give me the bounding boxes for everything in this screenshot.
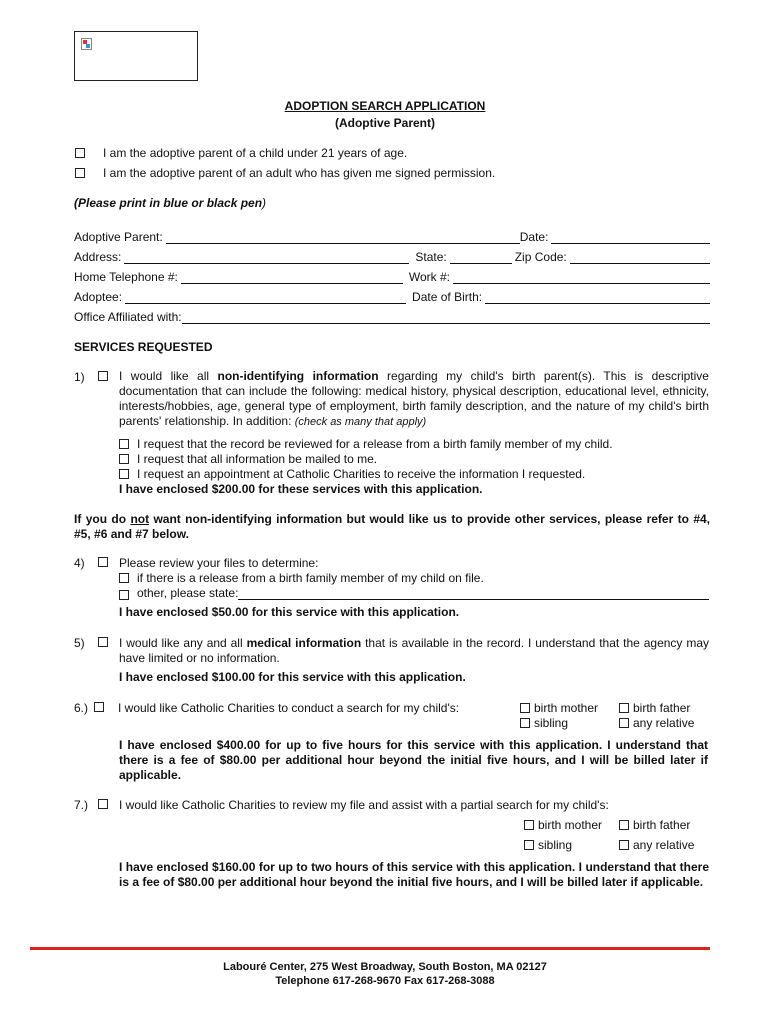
service6-birth-mother-checkbox[interactable] <box>520 703 530 713</box>
service6-option-sibling <box>520 716 568 730</box>
service1-text-bold: non-identifying information <box>217 369 379 383</box>
service6-num-label: 6.) <box>74 701 89 715</box>
service7-sibling-label: sibling <box>538 838 573 852</box>
service1-check-note: (check as many that apply) <box>294 416 427 428</box>
service7-any-relative-label: any relative <box>633 838 695 852</box>
refer-a: If you do <box>74 512 131 526</box>
service6-sibling-label: sibling <box>534 716 569 730</box>
page-subtitle: (Adoptive Parent) <box>334 116 435 130</box>
service6-num <box>74 701 88 715</box>
service7-option-birth-mother <box>524 818 602 832</box>
work-label: Work #: <box>408 270 450 284</box>
field-row-office <box>74 310 710 324</box>
service6-checkbox[interactable] <box>94 702 104 712</box>
service1-option-2-checkbox[interactable] <box>119 454 129 464</box>
eligibility-label-2: I am the adoptive parent of an adult who has given me signed permission. <box>103 166 496 180</box>
service1-option-1-checkbox[interactable] <box>119 439 129 449</box>
service7-option-birth-father <box>619 818 690 832</box>
service5-text-a: I would like any and all <box>119 636 247 650</box>
service1-text <box>119 369 709 430</box>
field-row-address <box>74 250 710 264</box>
service7-enclosed: I have enclosed $160.00 for up to two hours of this service with this application. I understand that there is a fee of $80.00 per additional hour beyond the initial five hours, and I will be billed later if applicable. <box>119 860 709 889</box>
service7-checkbox[interactable] <box>98 799 108 809</box>
service4-other-input[interactable] <box>238 587 709 600</box>
services-heading: SERVICES REQUESTED <box>74 340 213 354</box>
eligibility-checkbox-2[interactable] <box>75 168 85 178</box>
state-input[interactable] <box>450 251 512 264</box>
service7-num: 7.) <box>74 798 89 812</box>
home-phone-input[interactable] <box>181 271 403 284</box>
service1-option-3-checkbox[interactable] <box>119 469 129 479</box>
service6-sibling-checkbox[interactable] <box>520 718 530 728</box>
service7-text: I would like Catholic Charities to review my file and assist with a partial search for my child's: <box>119 798 609 812</box>
print-note-text: (Please print in blue or black pen <box>74 196 263 210</box>
state-label: State: <box>415 250 447 264</box>
refer-b: want non-identifying information but would like us to provide other services, please refer to #4, #5, #6 and #7 below. <box>74 512 711 541</box>
service6-any-relative-label: any relative <box>633 716 695 730</box>
page-title: ADOPTION SEARCH APPLICATION <box>284 99 486 113</box>
service5-text-b: that is available in the record. I understand that the agency may have limited or no information. <box>119 636 709 665</box>
service1-enclosed: I have enclosed $200.00 for these services with this application. <box>119 482 483 496</box>
service4-num: 4) <box>74 556 85 570</box>
refer-not: not <box>130 512 150 526</box>
adoptee-label: Adoptee: <box>74 290 123 304</box>
service4-option-1-checkbox[interactable] <box>119 573 129 583</box>
adoptee-input[interactable] <box>125 291 406 304</box>
print-note-end: ) <box>262 196 267 210</box>
service7-any-relative-checkbox[interactable] <box>619 840 629 850</box>
logo-box <box>74 31 198 81</box>
service1-option-1-label: I request that the record be reviewed for a release from a birth family member of my child. <box>137 437 613 451</box>
date-input[interactable] <box>551 231 710 244</box>
print-note <box>74 196 266 210</box>
adoptive-parent-label: Adoptive Parent: <box>74 230 163 244</box>
address-label: Address: <box>74 250 122 264</box>
service7-birth-father-checkbox[interactable] <box>619 820 629 830</box>
service4-option-2-checkbox[interactable] <box>119 590 129 600</box>
service4-option-2-label: other, please state: <box>137 586 239 600</box>
service6-enclosed: I have enclosed $400.00 for up to five hours for this service with this application. I understand that there is a fee of $80.00 per additional hour beyond the initial five hours, and I will be billed later if applicable. <box>119 738 708 782</box>
service6-option-birth-father <box>619 701 690 715</box>
service4-text: Please review your files to determine: <box>119 556 319 570</box>
service5-num: 5) <box>74 636 85 650</box>
office-input[interactable] <box>182 311 710 324</box>
service7-birth-mother-label: birth mother <box>538 818 603 832</box>
field-row-phone <box>74 270 710 284</box>
service1-option-1 <box>119 437 613 451</box>
service6-birth-father-label: birth father <box>633 701 691 715</box>
service1-option-3-label: I request an appointment at Catholic Charities to receive the information I requested. <box>137 467 586 481</box>
service1-num: 1) <box>74 370 85 384</box>
footer-phone: Telephone 617-268-9670 Fax 617-268-3088 <box>275 975 495 987</box>
service5-checkbox[interactable] <box>98 637 108 647</box>
eligibility-checkbox-1[interactable] <box>75 148 85 158</box>
service5-text-bold: medical information <box>246 636 362 650</box>
service5-text <box>119 636 709 666</box>
service7-birth-mother-checkbox[interactable] <box>524 820 534 830</box>
home-phone-label: Home Telephone #: <box>74 270 178 284</box>
service4-option-1 <box>119 571 484 585</box>
date-label: Date: <box>519 230 549 244</box>
service5-enclosed: I have enclosed $100.00 for this service with this application. <box>119 670 466 684</box>
work-input[interactable] <box>453 271 710 284</box>
service4-option-1-label: if there is a release from a birth family member of my child on file. <box>137 571 484 585</box>
eligibility-row-1 <box>75 146 407 160</box>
address-input[interactable] <box>124 251 409 264</box>
footer-rule <box>30 947 710 950</box>
service6-option-birth-mother <box>520 701 598 715</box>
refer-note <box>74 512 710 542</box>
zip-input[interactable] <box>570 251 710 264</box>
eligibility-row-2 <box>75 166 495 180</box>
service4-option-2 <box>119 586 709 600</box>
service1-option-2 <box>119 452 377 466</box>
service1-text-b: regarding my child's birth parent(s). This is descriptive documentation that can include the following: medical history, physical description, educational level, ethnicity, interests/hobbies, age, general type of employment, birth family description, and the nature of my child's birth parents' relationship. In addition: <box>119 369 709 428</box>
service6-text: I would like Catholic Charities to conduct a search for my child's: <box>118 701 460 715</box>
service7-option-any-relative <box>619 838 694 852</box>
service7-option-sibling <box>524 838 572 852</box>
dob-input[interactable] <box>485 291 710 304</box>
field-row-parent <box>74 230 710 244</box>
field-row-adoptee <box>74 290 710 304</box>
service6-birth-father-checkbox[interactable] <box>619 703 629 713</box>
service6-any-relative-checkbox[interactable] <box>619 718 629 728</box>
service6-option-any-relative <box>619 716 694 730</box>
dob-label: Date of Birth: <box>412 290 483 304</box>
service1-text-a: I would like all <box>119 369 218 383</box>
service4-checkbox[interactable] <box>98 557 108 567</box>
service1-option-2-label: I request that all information be mailed to me. <box>137 452 378 466</box>
service1-checkbox[interactable] <box>98 371 108 381</box>
adoptive-parent-input[interactable] <box>166 231 520 244</box>
service4-enclosed: I have enclosed $50.00 for this service with this application. <box>119 605 460 619</box>
eligibility-label-1: I am the adoptive parent of a child under 21 years of age. <box>103 146 408 160</box>
service1-option-3 <box>119 467 585 481</box>
service7-birth-father-label: birth father <box>633 818 691 832</box>
footer-address: Labouré Center, 275 West Broadway, South Boston, MA 02127 <box>223 961 547 973</box>
broken-image-icon <box>81 38 92 50</box>
office-label: Office Affiliated with: <box>74 310 182 324</box>
zip-label: Zip Code: <box>514 250 567 264</box>
service6-birth-mother-label: birth mother <box>534 701 599 715</box>
service7-sibling-checkbox[interactable] <box>524 840 534 850</box>
